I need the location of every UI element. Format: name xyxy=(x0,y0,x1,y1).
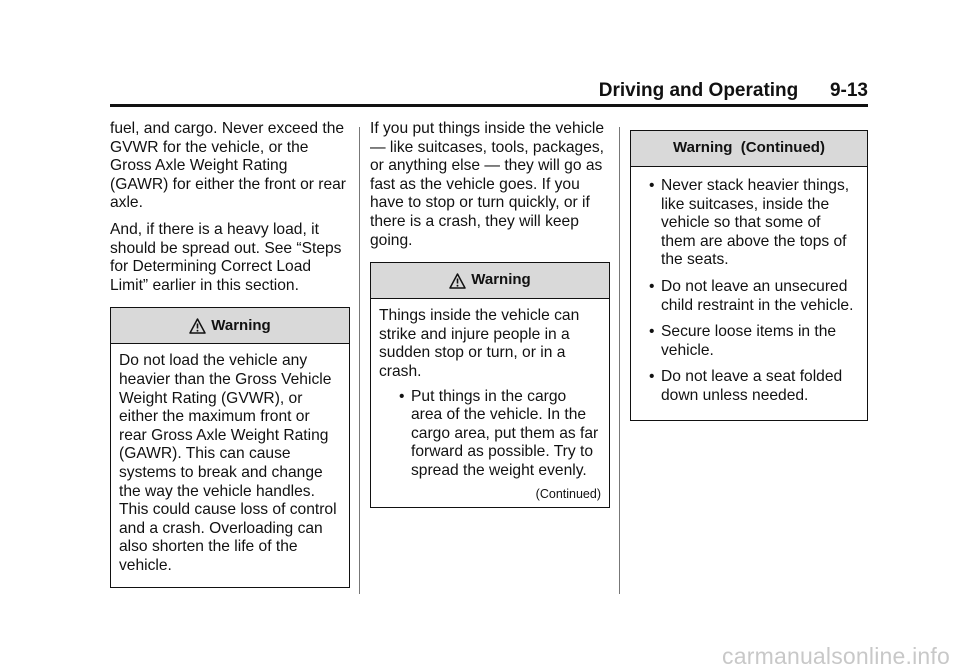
warning-body xyxy=(371,299,609,506)
list-item: • Put things in the cargo area of the vehicle. In the cargo area, put them as far forward as possible. Try to spread the weight evenly. xyxy=(379,388,601,481)
warning-title: Warning xyxy=(471,271,531,289)
warning-text: Do not load the vehicle any heavier than the Gross Vehicle Weight Rating (GVWR), or either the maximum front or rear Gross Axle Weight Rating (GAWR). This can cause systems to break and change the way the vehicle handles. This could cause loss of control and a crash. Overloading can also shorten the life of the vehicle. xyxy=(119,352,337,574)
bullet-list xyxy=(639,177,859,406)
paragraph: fuel, and cargo. Never exceed the GVWR for the vehicle, or the Gross Axle Weight Rating (GAWR) for either the front or rear axle. xyxy=(110,120,346,212)
column-3 xyxy=(630,130,868,421)
watermark: carmanualsonline.info xyxy=(722,643,950,669)
list-item: • Secure loose items in the vehicle. xyxy=(639,323,859,360)
warning-box-continued xyxy=(630,130,868,421)
list-item: • Do not leave an unsecured child restraint in the vehicle. xyxy=(639,278,859,315)
warning-triangle-icon xyxy=(189,318,206,334)
warning-header xyxy=(111,308,349,344)
page-header xyxy=(110,80,868,107)
warning-title: Warning (Continued) xyxy=(673,139,825,157)
continued-note: (Continued) xyxy=(535,486,601,501)
column-1 xyxy=(110,120,350,588)
warning-box xyxy=(370,262,610,507)
section-title: Driving and Operating xyxy=(598,80,799,101)
warning-box xyxy=(110,307,350,588)
warning-header xyxy=(631,131,867,167)
warning-triangle-icon xyxy=(449,273,466,289)
warning-body xyxy=(111,344,349,587)
column-divider-2 xyxy=(619,127,620,594)
warning-title: Warning xyxy=(211,316,271,334)
warning-header xyxy=(371,263,609,299)
column-divider-1 xyxy=(359,127,360,594)
warning-text: Things inside the vehicle can strike and injure people in a sudden stop or turn, or in a crash. xyxy=(379,307,580,380)
warning-body xyxy=(631,167,867,420)
column-2 xyxy=(370,120,610,508)
list-item: • Do not leave a seat folded down unless needed. xyxy=(639,368,859,405)
bullet-list xyxy=(379,388,601,481)
page-number: 9-13 xyxy=(829,80,868,101)
paragraph: If you put things inside the vehicle — like suitcases, tools, packages, or anything else — they will go as fast as the vehicle goes. If you have to stop or turn quickly, or if there is a crash, they will keep going. xyxy=(370,120,605,249)
header-title xyxy=(599,80,868,102)
list-item: • Never stack heavier things, like suitcases, inside the vehicle so that some of them are above the tops of the seats. xyxy=(639,177,859,270)
paragraph: And, if there is a heavy load, it should be spread out. See “Steps for Determining Correct Load Limit” earlier in this section. xyxy=(110,220,342,294)
